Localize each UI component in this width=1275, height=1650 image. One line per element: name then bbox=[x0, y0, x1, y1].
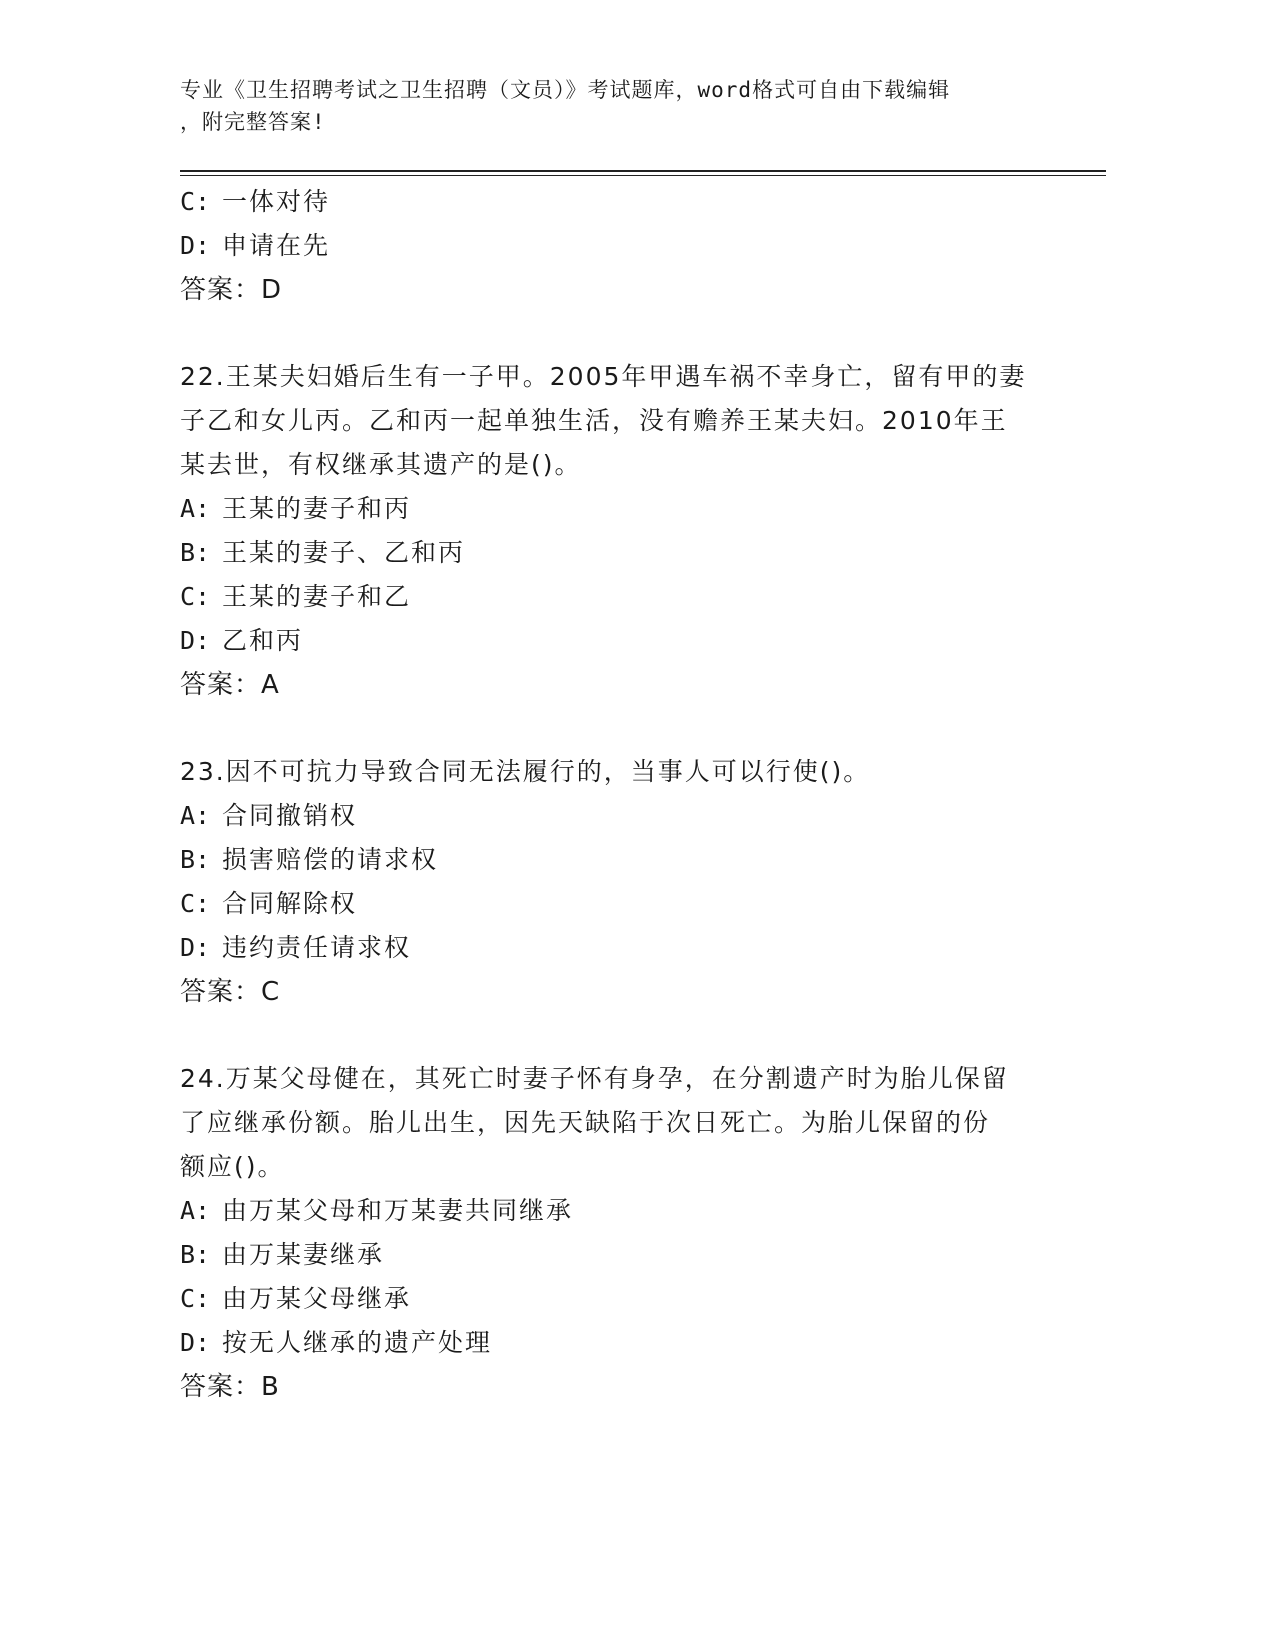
option-a: A: 合同撤销权 bbox=[180, 801, 358, 830]
option-a: A: 王某的妻子和丙 bbox=[180, 494, 412, 523]
answer-line: 答案：A bbox=[180, 670, 280, 700]
question-24 bbox=[180, 1057, 1060, 1409]
option-a: A: 由万某父母和万某妻共同继承 bbox=[180, 1196, 574, 1225]
option-d: D: 按无人继承的遗产处理 bbox=[180, 1328, 493, 1357]
option-d: D: 乙和丙 bbox=[180, 626, 304, 655]
header-divider bbox=[180, 170, 1106, 176]
header-title-line-1: 专业《卫生招聘考试之卫生招聘（文员）》考试题库，word格式可自由下载编辑 bbox=[180, 78, 951, 102]
option-c: C: 合同解除权 bbox=[180, 889, 358, 918]
question-23 bbox=[180, 750, 1060, 1014]
header-title-line-2: ，附完整答案! bbox=[180, 110, 326, 134]
option-c: C: 王某的妻子和乙 bbox=[180, 582, 412, 611]
question-stem: 22.王某夫妇婚后生有一子甲。2005年甲遇车祸不幸身亡，留有甲的妻 子乙和女儿丙。乙和丙一起单独生活，没有赡养王某夫妇。2010年王 某去世，有权继承其遗产的是()。 bbox=[180, 362, 1027, 479]
answer-line: 答案：C bbox=[180, 977, 281, 1007]
option-b: B: 由万某妻继承 bbox=[180, 1240, 385, 1269]
spacer bbox=[180, 1014, 1060, 1057]
option-d: D: 申请在先 bbox=[180, 231, 331, 260]
prev-question-block bbox=[180, 180, 1060, 312]
document-header bbox=[180, 74, 1060, 138]
spacer bbox=[180, 707, 1060, 750]
question-stem: 23.因不可抗力导致合同无法履行的，当事人可以行使()。 bbox=[180, 757, 871, 786]
question-22 bbox=[180, 355, 1060, 707]
option-c: C: 由万某父母继承 bbox=[180, 1284, 412, 1313]
answer-line: 答案：D bbox=[180, 275, 283, 305]
option-c: C: 一体对待 bbox=[180, 187, 331, 216]
spacer bbox=[180, 312, 1060, 355]
question-stem: 24.万某父母健在，其死亡时妻子怀有身孕，在分割遗产时为胎儿保留 了应继承份额。胎儿出生，因先天缺陷于次日死亡。为胎儿保留的份 额应()。 bbox=[180, 1064, 1009, 1181]
option-b: B: 损害赔偿的请求权 bbox=[180, 845, 439, 874]
answer-line: 答案：B bbox=[180, 1372, 280, 1402]
question-content bbox=[180, 180, 1060, 1409]
option-d: D: 违约责任请求权 bbox=[180, 933, 412, 962]
option-b: B: 王某的妻子、乙和丙 bbox=[180, 538, 466, 567]
